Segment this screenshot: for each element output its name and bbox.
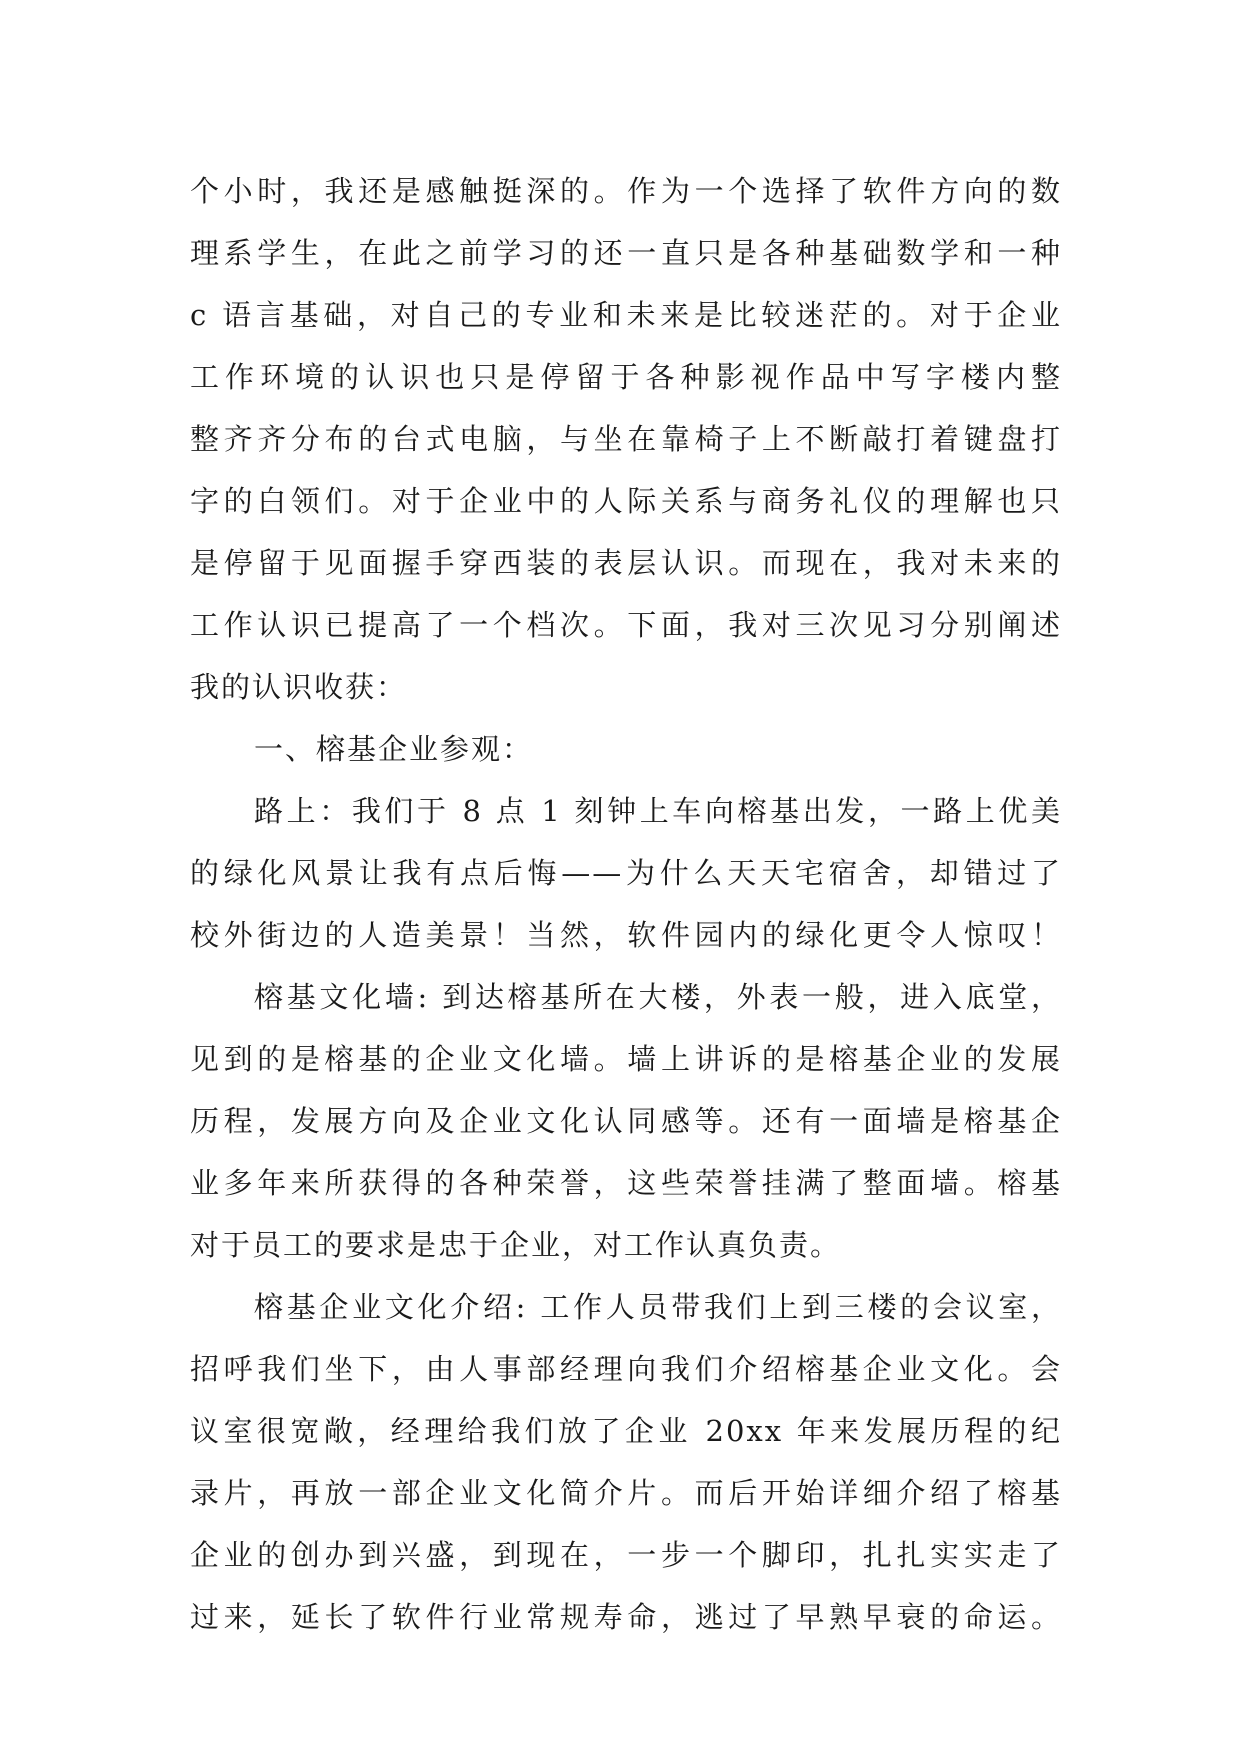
text-line: 我的认识收获： xyxy=(190,670,408,704)
text-line: 工作认识已提高了一个档次。下面，我对三次见习分别阐述 xyxy=(190,608,1062,642)
text-line: 企业的创办到兴盛，到现在，一步一个脚印，扎扎实实走了 xyxy=(190,1538,1062,1572)
text-line: 路上：我们于 8 点 1 刻钟上车向榕基出发，一路上优美 xyxy=(254,794,1062,828)
text-line: 理系学生，在此之前学习的还一直只是各种基础数学和一种 xyxy=(190,236,1062,270)
text-line: 录片，再放一部企业文化简介片。而后开始详细介绍了榕基 xyxy=(190,1476,1062,1510)
text-line: 议室很宽敞，经理给我们放了企业 20xx 年来发展历程的纪 xyxy=(190,1414,1062,1448)
text-line: 过来，延长了软件行业常规寿命，逃过了早熟早衰的命运。 xyxy=(190,1600,1062,1634)
text-line: 的绿化风景让我有点后悔——为什么天天宅宿舍，却错过了 xyxy=(190,856,1062,890)
text-line: c 语言基础，对自己的专业和未来是比较迷茫的。对于企业 xyxy=(190,298,1062,332)
body-text xyxy=(190,160,1062,1648)
text-line: 整齐齐分布的台式电脑，与坐在靠椅子上不断敲打着键盘打 xyxy=(190,422,1062,456)
text-line: 工作环境的认识也只是停留于各种影视作品中写字楼内整 xyxy=(190,360,1062,394)
text-line: 业多年来所获得的各种荣誉，这些荣誉挂满了整面墙。榕基 xyxy=(190,1166,1062,1200)
text-line: 字的白领们。对于企业中的人际关系与商务礼仪的理解也只 xyxy=(190,484,1062,518)
text-line: 是停留于见面握手穿西装的表层认识。而现在，我对未来的 xyxy=(190,546,1062,580)
text-line: 榕基企业文化介绍: 工作人员带我们上到三楼的会议室， xyxy=(254,1290,1062,1324)
text-line: 校外街边的人造美景！当然，软件园内的绿化更令人惊叹！ xyxy=(190,918,1062,952)
text-line: 见到的是榕基的企业文化墙。墙上讲诉的是榕基企业的发展 xyxy=(190,1042,1062,1076)
text-line: 榕基文化墙: 到达榕基所在大楼，外表一般，进入底堂， xyxy=(254,980,1062,1014)
text-line: 对于员工的要求是忠于企业，对工作认真负责。 xyxy=(190,1228,842,1262)
text-line: 招呼我们坐下，由人事部经理向我们介绍榕基企业文化。会 xyxy=(190,1352,1062,1386)
text-line: 历程，发展方向及企业文化认同感等。还有一面墙是榕基企 xyxy=(190,1104,1062,1138)
text-line: 一、榕基企业参观： xyxy=(254,732,534,766)
text-line: 个小时，我还是感触挺深的。作为一个选择了软件方向的数 xyxy=(190,174,1062,208)
